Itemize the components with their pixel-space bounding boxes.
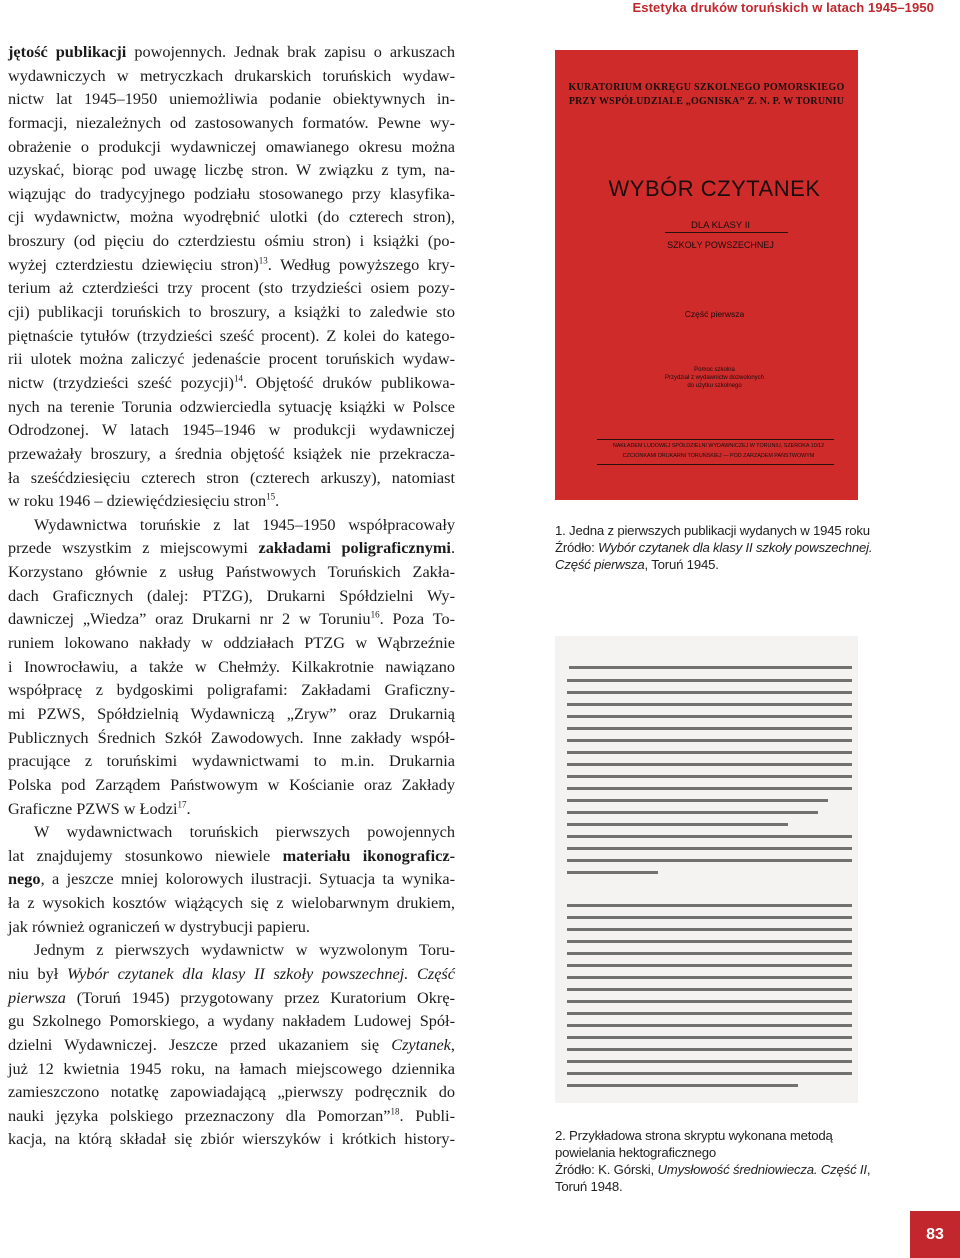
text-line: wiązując do tradycyjnego podziału stosowanego przy klasyfika-	[8, 183, 455, 203]
text-line: wyżej czterdziestu dziewięciu stron)$^{13}$. Według powyższego kry-	[8, 254, 455, 274]
typed-line	[567, 904, 852, 907]
text-line: mi PZWS, Spółdzielnią Wydawniczą „Zryw” oraz Drukarnią	[8, 703, 455, 723]
typed-line	[567, 679, 852, 682]
typed-line	[567, 847, 852, 850]
running-header: Estetyka druków toruńskich w latach 1945–1950	[632, 0, 934, 15]
typed-line	[567, 964, 852, 967]
typed-line	[567, 763, 852, 766]
text-line: cji wydawnictw, można wyodrębnić ulotki (do czterech stron),	[8, 207, 455, 227]
cover-note: Przydział z wydawnictw dozwolonych	[664, 375, 765, 381]
text-line: nego, a jeszcze mniej kolorowych ilustracji. Sytuacja ta wynika-	[8, 869, 455, 889]
text-line: przeważały broszury, a średnia objętość książek nie przekracza-	[8, 443, 455, 463]
typed-line	[567, 988, 852, 991]
typed-line	[567, 703, 852, 706]
cover-cooperation-line: PRZY WSPÓŁUDZIALE „OGNISKA” Z. N. P. W TORUNIU	[568, 96, 845, 107]
typed-line	[567, 691, 852, 694]
footnote-ref[interactable]: 14	[233, 373, 243, 384]
page-number: 83	[910, 1211, 960, 1258]
typed-line	[567, 715, 852, 718]
footnote-ref[interactable]: 15	[266, 491, 276, 502]
typed-line	[567, 835, 852, 838]
text-line: dawniczej „Wiedza” oraz Drukarni nr 2 w Toruniu$^{16}$. Poza To-	[8, 609, 456, 629]
text-line: broszury (od pięciu do czterdziestu ośmiu stron) i książki (po-	[8, 231, 455, 251]
text-line: lat znajdujemy stosunkowo niewiele materiału ikonograficz-	[8, 845, 455, 865]
footnote-ref[interactable]: 17	[177, 799, 187, 810]
typed-line	[567, 775, 852, 778]
cover-note: do użytku szkolnego	[687, 383, 742, 389]
typed-line	[567, 952, 852, 955]
text-line: dzielni Wydawniczej. Jeszcze przed ukazaniem się Czytanek,	[8, 1034, 455, 1054]
typed-line	[567, 799, 828, 802]
cover-school: SZKOŁY POWSZECHNEJ	[667, 240, 774, 250]
text-line: nych na terenie Torunia odzwierciedla sytuację książki w Polsce	[8, 396, 455, 416]
text-line: Wydawnictwa toruńskie z lat 1945–1950 współpracowały	[34, 514, 455, 534]
text-line: runiem lokowano nakłady w oddziałach PTZG w Wąbrzeźnie	[8, 633, 455, 653]
text-line: ła sześćdziesięciu czterech stron (czterech arkuszy), natomiast	[8, 467, 455, 487]
text-line: obrażenie o produkcji wydawniczej omawianego okresu można	[8, 136, 455, 156]
text-line: i Inowrocławiu, a także w Chełmży. Kilkakrotnie nawiązano	[8, 656, 455, 676]
footnote-ref[interactable]: 18	[390, 1106, 400, 1117]
cover-footer: CZCIONKAMI DRUKARNI TORUŃSKIEJ — POD ZARZĄDEM PAŃSTWOWYM	[622, 453, 815, 459]
text-line: w roku 1946 – dziewięćdziesięciu stron$^{15}$.	[8, 491, 280, 511]
text-line: Publicznych Średnich Szkół Zawodowych. Inne zakłady współ-	[8, 727, 455, 747]
typed-line	[567, 751, 852, 754]
typed-line	[567, 1024, 852, 1027]
typed-line	[567, 1084, 798, 1087]
text-line: jak również ograniczeń w dystrybucji papieru.	[8, 916, 310, 936]
cover-class: DLA KLASY II	[691, 220, 750, 231]
typed-line	[567, 811, 818, 814]
text-line: pracujące z toruńskimi wydawnictwami to m.in. Drukarnia	[8, 751, 455, 771]
text-line: cji) publikacji toruńskich to broszury, a książki to zaledwie sto	[8, 302, 455, 322]
typed-line	[567, 823, 788, 826]
text-line: uzyskać, biorąc pod uwagę liczbę stron. W związku z tym, na-	[8, 160, 455, 180]
typed-line	[567, 928, 852, 931]
cover-footer: NAKŁADEM LUDOWEJ SPÓŁDZIELNI WYDAWNICZEJ W TORUNIU, SZEROKA 10/12	[612, 443, 825, 449]
book-cover-image	[555, 50, 858, 500]
footnote-ref[interactable]: 13	[258, 255, 268, 266]
typed-line	[567, 859, 852, 862]
cover-publisher-line: KURATORIUM OKRĘGU SZKOLNEGO POMORSKIEGO	[568, 82, 845, 93]
text-line: ła z wysokich kosztów wiążących się z wielobarwnym drukiem,	[8, 893, 455, 913]
typed-line	[567, 1036, 852, 1039]
cover-rule	[665, 232, 788, 233]
typed-line	[567, 940, 852, 943]
text-line: pierwsza (Toruń 1945) przygotowany przez Kuratorium Okrę-	[8, 987, 455, 1007]
text-line: W wydawnictwach toruńskich pierwszych powojennych	[34, 822, 455, 842]
cover-rule	[597, 439, 834, 440]
typed-line	[567, 1060, 852, 1063]
text-line: gu Szkolnego Pomorskiego, a wydany nakładem Ludowej Spół-	[8, 1011, 455, 1031]
text-line: nauki języka polskiego przeznaczony dla Pomorzan”$^{18}$. Publi-	[8, 1105, 455, 1125]
typed-line	[567, 727, 852, 730]
text-line: dach Graficznych (dalej: PTZG), Drukarni Spółdzielni Wy-	[8, 585, 455, 605]
text-line: rii ulotek można zaliczyć jedenaście procent toruńskich wydaw-	[8, 349, 455, 369]
typed-line	[567, 1000, 852, 1003]
cover-part: Część pierwsza	[684, 309, 745, 319]
figure1-caption: 1. Jedna z pierwszych publikacji wydanych w 1945 roku Źródło: Wybór czytanek dla klasy II szkoły powszechnej. Część pierwsza, Toruń 1945.	[555, 523, 873, 572]
text-line: jętość publikacji powojennych. Jednak brak zapisu o arkuszach	[8, 42, 455, 61]
text-line: kacja, na którą składał się zbiór wierszyków i krótkich history-	[8, 1129, 455, 1149]
text-line: Odrodzonej. W latach 1945–1946 w produkcji wydawniczej	[8, 420, 455, 440]
footnote-ref[interactable]: 16	[370, 609, 380, 620]
typed-line	[567, 739, 852, 742]
typed-line	[567, 916, 852, 919]
text-line: już 12 kwietnia 1945 roku, na łamach miejscowego dziennika	[8, 1058, 455, 1078]
body-text	[8, 40, 455, 1151]
typed-line	[567, 871, 658, 874]
text-line: wydawniczych w metryczkach drukarskich toruńskich wydaw-	[8, 65, 455, 85]
text-line: piętnaście tytułów (trzydzieści sześć procent). Z kolei do katego-	[8, 325, 455, 345]
cover-title: WYBÓR CZYTANEK	[608, 176, 821, 201]
text-line: Korzystano głównie z usług Państwowych Toruńskich Zakła-	[8, 562, 455, 582]
text-line: przede wszystkim z miejscowymi zakładami poligraficznymi.	[8, 538, 456, 558]
text-line: nictw (trzydzieści sześć pozycji)$^{14}$. Objętość druków publikowa-	[8, 372, 455, 392]
text-line: nictw lat 1945–1950 uniemożliwia podanie obiektywnych in-	[8, 89, 455, 109]
text-line: formacji, niezależnych od zastosowanych formatów. Pewne wy-	[8, 112, 455, 132]
typed-line	[567, 1048, 852, 1051]
typed-line	[567, 1012, 852, 1015]
typed-line	[567, 787, 852, 790]
text-line: zamieszczono notatkę zapowiadającą „pierwszy podręcznik do	[8, 1082, 455, 1102]
typed-line	[567, 976, 852, 979]
typescript-page-image	[555, 636, 858, 1103]
cover-note: Pomoc szkolna	[694, 367, 735, 373]
text-line: niu był Wybór czytanek dla klasy II szkoły powszechnej. Część	[8, 963, 455, 983]
text-line: terium aż czterdzieści trzy procent (sto trzydzieści osiem pozy-	[8, 278, 455, 298]
figure2-caption: 2. Przykładowa strona skryptu wykonana metodą powielania hektograficznego Źródło: K. Górski, Umysłowość średniowiecza. Część II, Toruń 1948.	[555, 1128, 871, 1194]
text-line: Polska pod Zarządem Państwowym w Kościanie oraz Zakłady	[8, 774, 455, 794]
text-line: Graficzne PZWS w Łodzi$^{17}$.	[8, 798, 191, 818]
typed-line	[567, 1072, 852, 1075]
text-line: Jednym z pierwszych wydawnictw w wyzwolonym Toru-	[34, 940, 455, 960]
text-line: współpracę z bydgoskimi poligrafami: Zakładami Graficzny-	[8, 680, 455, 700]
cover-rule	[597, 464, 834, 465]
typed-line	[569, 666, 852, 669]
